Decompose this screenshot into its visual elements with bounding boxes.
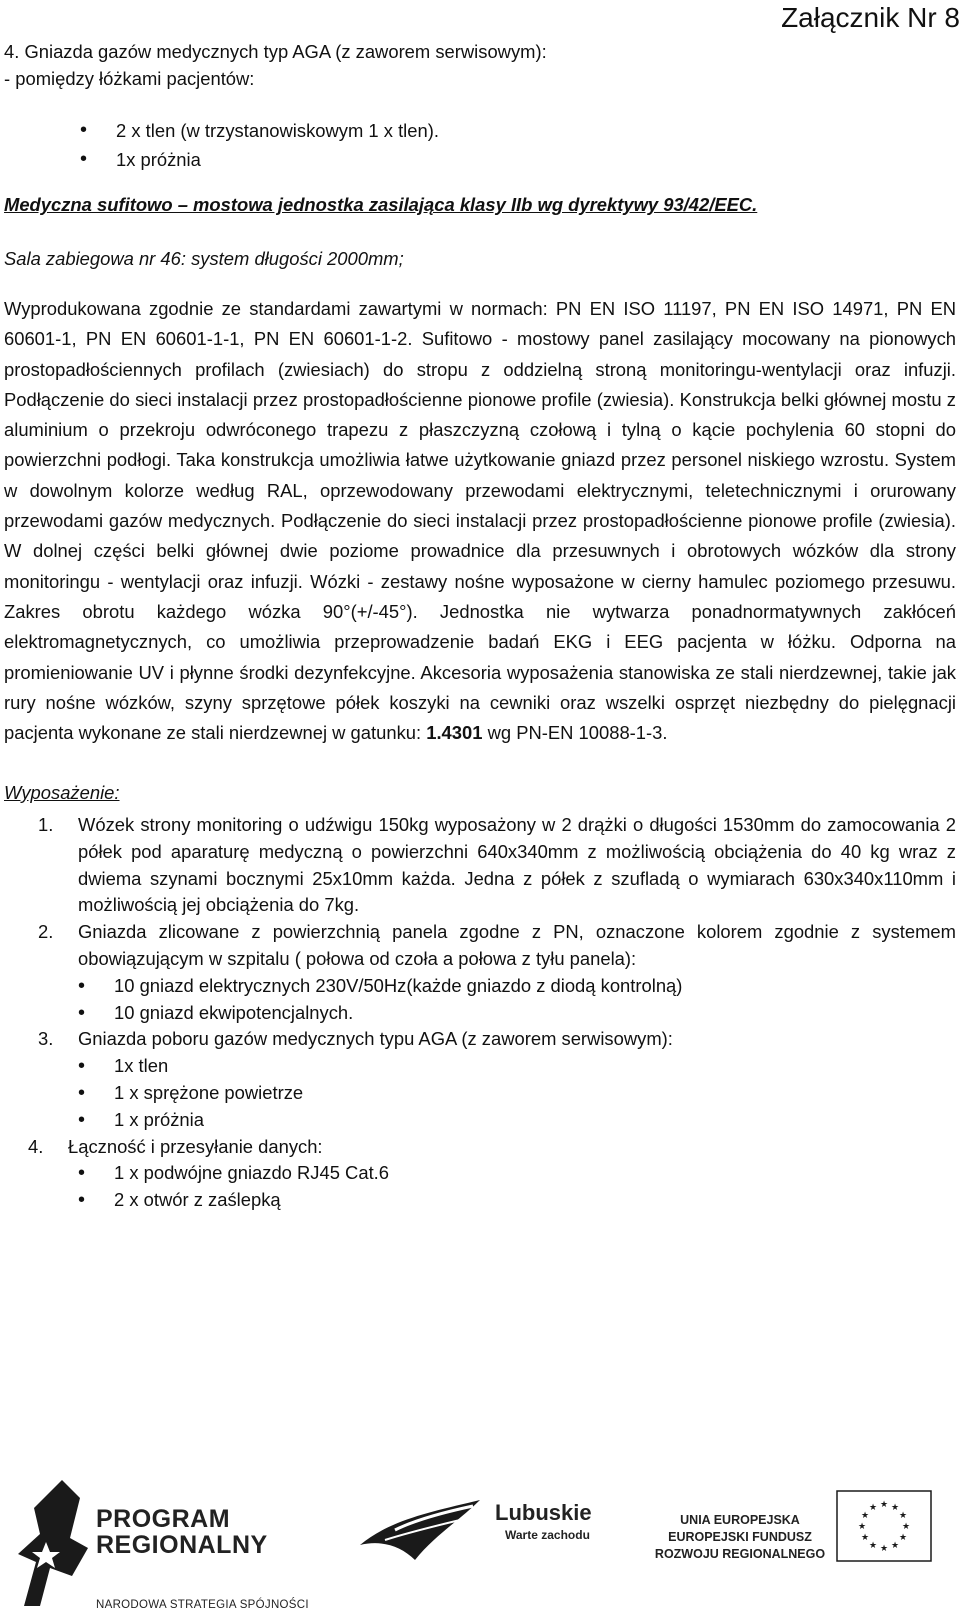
item-number: 1. [38, 814, 54, 835]
intro-line-2: - pomiędzy łóżkami pacjentów: [4, 68, 255, 89]
svg-text:★: ★ [868, 1503, 878, 1513]
svg-text:★: ★ [879, 1544, 889, 1554]
list-item: • 1x próżnia [80, 145, 439, 174]
item-number: 3. [38, 1028, 54, 1050]
svg-text:★: ★ [860, 1533, 870, 1543]
item-text: Gniazda zlicowane z powierzchnią panela zgodne z PN, oznaczone kolorem zgodnie z systemem obowiązującym w szpitalu ( połowa od czoła a połowa z tyłu panela): [78, 921, 956, 969]
lubuskie-text: Lubuskie [495, 1500, 592, 1525]
list-item: • 1 x sprężone powietrze [78, 1080, 956, 1107]
list-item: • 1x tlen [78, 1053, 956, 1080]
room-spec: Sala zabiegowa nr 46: system długości 2000mm; [4, 248, 404, 269]
svg-text:★: ★ [879, 1500, 889, 1510]
program-subtitle: NARODOWA STRATEGIA SPÓJNOŚCI [96, 1599, 309, 1611]
eu-flag-icon [836, 1490, 932, 1562]
item-bullets [78, 1053, 956, 1133]
list-item: • 1 x podwójne gniazdo RJ45 Cat.6 [78, 1160, 956, 1187]
svg-text:★: ★ [890, 1503, 900, 1513]
eu-line-1: UNIA EUROPEJSKA [680, 1513, 800, 1527]
list-item: • 10 gniazd elektrycznych 230V/50Hz(każde gniazdo z diodą kontrolną) [78, 973, 956, 1000]
svg-text:★: ★ [898, 1533, 908, 1543]
program-line-1: PROGRAM [96, 1505, 231, 1533]
svg-text:★: ★ [868, 1541, 878, 1551]
svg-text:★: ★ [857, 1522, 867, 1532]
intro-line-1: 4. Gniazda gazów medycznych typ AGA (z zaworem serwisowym): [4, 41, 547, 62]
equipment-item-2 [38, 919, 956, 1026]
svg-text:★: ★ [901, 1522, 911, 1532]
program-regionalny-logo-icon [10, 1478, 90, 1608]
equipment-item-1 [38, 812, 956, 919]
intro-bullet-list [80, 116, 439, 174]
steel-grade: 1.4301 [426, 722, 483, 744]
eu-line-3: ROZWOJU REGIONALNEGO [654, 1547, 826, 1561]
equipment-item-3 [38, 1026, 956, 1133]
equipment-list [28, 812, 956, 1214]
list-item: • 2 x tlen (w trzystanowiskowym 1 x tlen). [80, 116, 439, 145]
eu-line-2: EUROPEJSKI FUNDUSZ [668, 1530, 812, 1544]
lubuskie-slogan: Warte zachodu [505, 1528, 590, 1542]
list-item: • 2 x otwór z zaślepką [78, 1187, 956, 1214]
list-item: • 10 gniazd ekwipotencjalnych. [78, 1000, 956, 1027]
equipment-heading: Wyposażenie: [4, 782, 120, 803]
description-paragraph [4, 294, 956, 748]
item-number: 2. [38, 921, 54, 943]
item-text: Wózek strony monitoring o udźwigu 150kg wyposażony w 2 drążki o długości 1530mm do zamocowania 2 półek pod aparaturę medyczną o powierzchni 640x340mm z możliwością obciążenia do 40 kg wraz z dwiema szynami bocznymi 25x10mm każda. Jedna z półek z szufladą o wymiarach 630x340x110mm i możliwością jej obciążenia do 7kg. [78, 814, 956, 916]
intro-section [4, 38, 956, 92]
paragraph-text-end: wg PN-EN 10088-1-3. [482, 722, 668, 744]
lubuskie-logo-icon [355, 1490, 490, 1570]
item-bullets [78, 1160, 956, 1214]
program-line-2: REGIONALNY [96, 1531, 268, 1559]
item-text: Gniazda poboru gazów medycznych typu AGA (z zaworem serwisowym): [78, 1028, 673, 1050]
item-bullets [78, 973, 956, 1027]
paragraph-text: Wyprodukowana zgodnie ze standardami zawartymi w normach: PN EN ISO 11197, PN EN ISO 14971, PN EN 60601-1, PN EN 60601-1-1, PN EN 60601-1-2. Sufitowo - mostowy panel zasilający mocowany na pionowych prostopadłościennych profilach (zwiesiach) do stropu z oddzielną stroną monitoringu-wentylacji oraz infuzji. Podłączenie do sieci instalacji przez prostopadłościenne pionowe profile (zwiesia). Konstrukcja belki głównej mostu z aluminium o przekroju odwróconego trapezu z płaszczyzną czołową i tylną o kącie pochylenia 60 stopni do powierzchni podłogi. Taka konstrukcja umożliwia łatwe użytkowanie gniazd przez personel niskiego wzrostu. System w dowolnym kolorze według RAL, oprzewodowany przewodami elektrycznymi, teletechnicznymi i orurowany przewodami gazów medycznych. Podłączenie do sieci instalacji przez prostopadłościenne pionowe profile (zwiesia). W dolnej części belki głównej dwie poziome prowadnice dla przesuwnych i obrotowych wózków dla strony monitoringu - wentylacji oraz infuzji. Wózki - zestawy nośne wyposażone w cierny hamulec poziomego przesuwu. Zakres obrotu każdego wózka 90°(+/-45°). Jednostka nie wytwarza ponadnormatywnych zakłóceń elektromagnetycznych, co umożliwia przeprowadzenie badań EKG i EEG pacjenta w łóżku. Odporna na promieniowanie UV i płynne środki dezynfekcyjne. Akcesoria wyposażenia stanowiska ze stali nierdzewnej, takie jak rury nośne wózków, szyny sprzętowe półek koszyki na cewniki oraz wszelki osprzęt niezbędny do pielęgnacji pacjenta wykonane ze stali nierdzewnej w gatunku: [4, 298, 956, 744]
section-title: Medyczna sufitowo – mostowa jednostka zasilająca klasy IIb wg dyrektywy 93/42/EEC. [4, 194, 758, 215]
item-number: 4. [28, 1135, 44, 1157]
annex-label: Załącznik Nr 8 [781, 2, 960, 33]
item-text: Łączność i przesyłanie danych: [68, 1135, 323, 1157]
eu-fund-text [650, 1512, 830, 1563]
equipment-item-4 [28, 1134, 956, 1214]
svg-text:★: ★ [890, 1541, 900, 1551]
svg-text:★: ★ [860, 1511, 870, 1521]
list-item: • 1 x próżnia [78, 1107, 956, 1134]
program-regionalny-text [96, 1506, 268, 1558]
svg-text:★: ★ [898, 1511, 908, 1521]
